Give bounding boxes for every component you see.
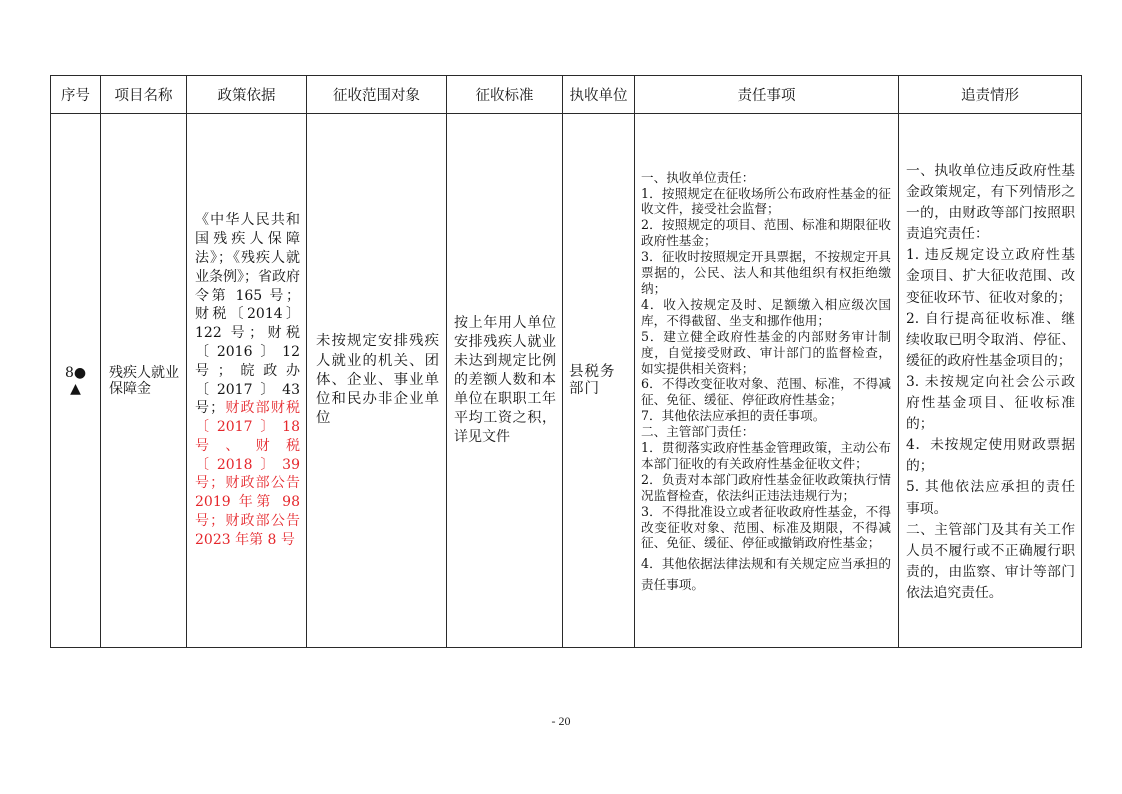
page-number: - 20 — [551, 714, 571, 728]
header-accountability: 追责情形 — [899, 76, 1082, 114]
responsibility-item: 1．贯彻落实政府性基金管理政策，主动公布本部门征收的有关政府性基金征收文件； — [641, 440, 891, 471]
accountability-item: 5. 其他依法应承担的责任事项。 — [906, 479, 1075, 517]
cell-responsibilities — [635, 114, 899, 648]
responsibility-item: 1．按照规定在征收场所公布政府性基金的征收文件，接受社会监督； — [641, 185, 891, 217]
responsibility-item: 一、执收单位责任： — [641, 169, 755, 185]
responsibility-item: 6．不得改变征收对象、范围、标准，不得减征、免征、缓征、停征政府性基金； — [641, 376, 891, 408]
responsibility-item: 3．不得批准设立或者征收政府性基金，不得改变征收对象、范围、标准及期限，不得减征、免征、缓征、停征或撤销政府性基金； — [641, 503, 891, 551]
fee-table — [50, 75, 1082, 648]
responsibility-item: 5．建立健全政府性基金的内部财务审计制度，自觉接受财政、审计部门的监督检查，如实提供相关资料； — [641, 328, 891, 376]
responsibility-item: 2．负责对本部门政府性基金征收政策执行情况监督检查，依法纠正违法违规行为； — [641, 471, 891, 503]
header-standard: 征收标准 — [447, 76, 563, 114]
accountability-item: 2. 自行提高征收标准、继续收取已明令取消、停征、缓征的政府性基金项目的； — [906, 310, 1075, 369]
cell-standard: 按上年用人单位安排残疾人就业未达到规定比例的差额人数和本单位在职职工年平均工资之积，详见文件 — [447, 114, 563, 648]
policy-basis-highlight: 财政部财税〔2017〕18 号、财税〔2018〕39 号；财政部公告 2019 年第 98 号；财政部公告 2023 年第 8 号 — [195, 400, 301, 548]
accountability-item: 二、主管部门及其有关工作人员不履行或不正确履行职责的，由监察、审计等部门依法追究责任。 — [906, 521, 1075, 601]
header-responsibilities: 责任事项 — [635, 76, 899, 114]
cell-scope: 未按规定安排残疾人就业的机关、团体、企业、事业单位和民办非企业单位 — [307, 114, 447, 648]
cell-accountability — [899, 114, 1082, 648]
responsibility-item: 4．收入按规定及时、足额缴入相应级次国库，不得截留、坐支和挪作他用； — [641, 296, 891, 328]
header-policy-basis: 政策依据 — [187, 76, 307, 114]
policy-basis-text: 《中华人民共和国残疾人保障法》；《残疾人就业条例》；省政府令第 165 号；财税〔2014〕122 号；财税〔2016〕12 号；皖政办〔2017〕43 号； — [195, 212, 300, 417]
table-header-row — [51, 76, 1082, 114]
cell-policy-basis — [187, 114, 307, 648]
accountability-item: 一、执收单位违反政府性基金政策规定，有下列情形之一的，由财政等部门按照职责追究责任： — [906, 163, 1075, 243]
accountability-item: 3. 未按规定向社会公示政府性基金项目、征收标准的； — [906, 373, 1075, 433]
responsibility-item: 7．其他依法应承担的责任事项。 — [641, 408, 826, 424]
responsibility-item: 2．按照规定的项目、范围、标准和期限征收政府性基金； — [641, 217, 891, 249]
index-mark: ▲ — [70, 380, 81, 397]
responsibility-item: 二、主管部门责任： — [641, 424, 755, 440]
header-item-name: 项目名称 — [101, 76, 187, 114]
cell-index — [51, 114, 101, 648]
cell-collector: 县税务部门 — [563, 114, 635, 648]
header-collector: 执收单位 — [563, 76, 635, 114]
cell-item-name: 残疾人就业保障金 — [101, 114, 187, 648]
header-scope: 征收范围对象 — [307, 76, 447, 114]
accountability-item: 1. 违反规定设立政府性基金项目、扩大征收范围、改变征收环节、征收对象的； — [906, 247, 1075, 306]
accountability-item: 4．未按规定使用财政票据的； — [906, 437, 1075, 475]
header-index: 序号 — [51, 76, 101, 114]
table-row — [51, 114, 1082, 648]
index-number: 8● — [64, 364, 87, 381]
responsibility-item: 4．其他依据法律法规和有关规定应当承担的责任事项。 — [641, 556, 891, 593]
responsibility-item: 3．征收时按照规定开具票据，不按规定开具票据的，公民、法人和其他组织有权拒绝缴纳； — [641, 249, 891, 296]
